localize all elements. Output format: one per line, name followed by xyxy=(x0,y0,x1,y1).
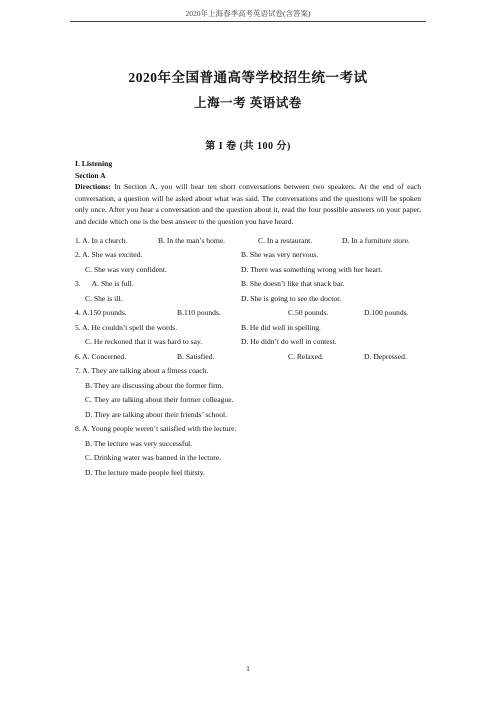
question-2-row-2 xyxy=(75,263,421,278)
q2-option-c: C. She was very confident. xyxy=(85,264,167,274)
q8-option-a: 8. A. Young people weren’t satisfied with the lecture. xyxy=(75,424,237,434)
q1-option-c: C. In a restaurant. xyxy=(258,235,313,245)
q4-option-b: B.110 pounds. xyxy=(177,308,221,318)
q2-option-a: 2. A. She was excited. xyxy=(75,250,143,260)
section-heading: Section A xyxy=(75,170,106,180)
directions-text: In Section A, you will hear ten short conversations between two speakers. At the end of each conversation, a question will be asked about what was said. The conversations and the questions will be spoken only once. After you hear a conversation and the question about it, read the four possible answers on your paper, and decide which one is the best answer to the question you have heard. xyxy=(75,182,421,226)
question-4 xyxy=(75,306,421,321)
q4-option-c: C.50 pounds. xyxy=(288,308,329,318)
q4-option-d: D.100 pounds. xyxy=(364,308,409,318)
q8-option-d: D. The lecture made people feel thirsty. xyxy=(85,467,205,477)
question-3-row-1 xyxy=(75,277,421,292)
document-title: 2020年全国普通高等学校招生统一考试 xyxy=(128,70,368,85)
q8-option-b: B. The lecture was very successful. xyxy=(85,438,193,448)
listening-heading: I. Listening xyxy=(75,159,113,168)
q6-option-d: D. Depressed. xyxy=(364,351,407,361)
q5-option-b: B. He did well in spelling. xyxy=(241,322,321,332)
page-number: 1 xyxy=(246,664,250,673)
q5-option-a: 5. A. He couldn’t spell the words. xyxy=(75,322,178,332)
q8-option-c: C. Drinking water was banned in the lecture. xyxy=(85,453,222,463)
q7-option-d: D. They are talking about their friends’ school. xyxy=(85,409,228,419)
document-subtitle: 上海一考 英语试卷 xyxy=(194,96,302,110)
q6-option-a: 6. A. Concerned. xyxy=(75,351,127,361)
q3-option-a: 3. A. She is full. xyxy=(75,279,134,289)
question-5-row-2 xyxy=(75,335,421,350)
q2-option-b: B. She was very nervous. xyxy=(241,250,319,260)
q5-option-c: C. He reckoned that it was hard to say. xyxy=(85,337,203,347)
question-2-row-1 xyxy=(75,248,421,263)
q5-option-d: D. He didn’t do well in contest. xyxy=(241,337,337,347)
listening-content xyxy=(75,158,421,480)
running-header: 2020年上海春季高考英语试卷(含答案) xyxy=(185,9,311,18)
q1-option-a: 1. A. In a church. xyxy=(75,235,128,245)
q1-option-b: B. In the man’s home. xyxy=(158,235,226,245)
question-5-row-1 xyxy=(75,321,421,336)
q6-option-c: C. Relaxed. xyxy=(288,351,324,361)
question-1 xyxy=(75,234,421,249)
q3-option-c: C. She is ill. xyxy=(85,293,123,303)
q1-option-d: D. In a furniture store. xyxy=(342,235,410,245)
q6-option-b: B. Satisfied. xyxy=(177,351,215,361)
q4-option-a: 4. A.150 pounds. xyxy=(75,308,127,318)
question-3-row-2 xyxy=(75,292,421,307)
q7-option-a: 7. A. They are talking about a fitness coach. xyxy=(75,366,209,376)
q3-option-d: D. She is going to see the doctor. xyxy=(241,293,342,303)
question-6 xyxy=(75,350,421,365)
q7-option-c: C. They are talking about their former colleague. xyxy=(85,395,234,405)
q3-option-b: B. She doesn’t like that snack bar. xyxy=(241,279,345,289)
directions-label: Directions: xyxy=(75,182,111,192)
q2-option-d: D. There was something wrong with her heart. xyxy=(241,264,383,274)
directions-paragraph xyxy=(75,181,421,227)
part-title: 第 I 卷 (共 100 分) xyxy=(205,141,291,152)
q7-option-b: B. They are discussing about the former firm. xyxy=(85,380,224,390)
header-rule xyxy=(70,21,426,22)
